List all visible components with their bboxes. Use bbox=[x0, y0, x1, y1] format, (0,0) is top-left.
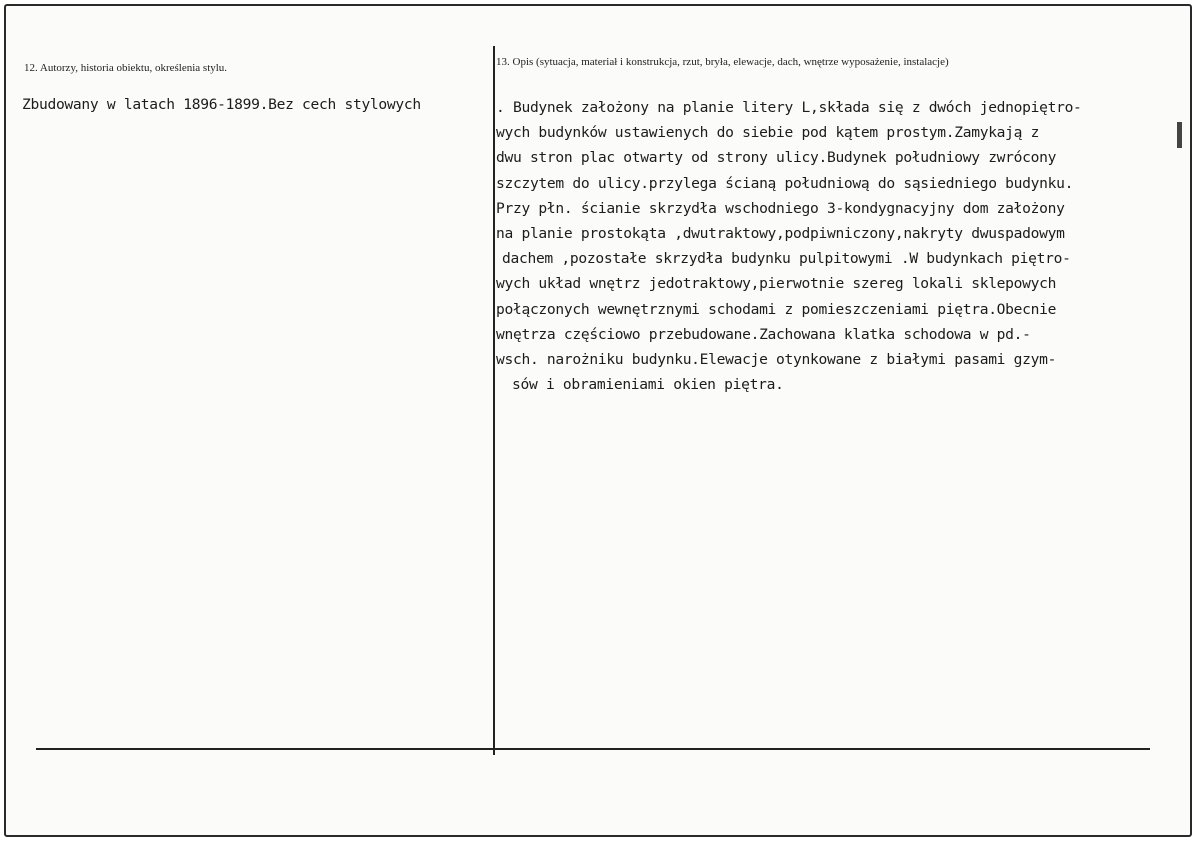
description-line: dwu stron plac otwarty od strony ulicy.Budynek południowy zwrócony bbox=[496, 149, 1057, 167]
section-12-heading: 12. Autorzy, historia obiektu, określenia stylu. bbox=[24, 62, 228, 74]
section-13-text bbox=[496, 95, 1082, 397]
description-line: szczytem do ulicy.przylega ścianą południową do sąsiedniego budynku. bbox=[496, 174, 1074, 192]
section-13-heading: 13. Opis (sytuacja, materiał i konstrukcja, rzut, bryła, elewacje, dach, wnętrze wyposażenie, instalacje) bbox=[496, 56, 949, 68]
edge-mark bbox=[1177, 122, 1182, 148]
description-line: wsch. narożniku budynku.Elewacje otynkowane z białymi pasami gzym- bbox=[496, 350, 1057, 368]
description-line: sów i obramieniami okien piętra. bbox=[512, 376, 784, 394]
section-12-text: Zbudowany w latach 1896-1899.Bez cech stylowych bbox=[22, 96, 421, 113]
description-line: wnętrza częściowo przebudowane.Zachowana klatka schodowa w pd.- bbox=[496, 325, 1031, 343]
description-line: Przy płn. ścianie skrzydła wschodniego 3-kondygnacyjny dom założony bbox=[496, 199, 1065, 217]
description-line: połączonych wewnętrznymi schodami z pomieszczeniami piętra.Obecnie bbox=[496, 300, 1057, 318]
column-divider bbox=[493, 46, 495, 755]
description-line: . Budynek założony na planie litery L,składa się z dwóch jednopiętro- bbox=[496, 99, 1082, 116]
description-line: wych układ wnętrz jedotraktowy,pierwotnie szereg lokali sklepowych bbox=[496, 275, 1057, 293]
bottom-rule bbox=[36, 748, 1150, 750]
inventory-card bbox=[4, 4, 1192, 837]
description-line: wych budynków ustawienych do siebie pod kątem prostym.Zamykają z bbox=[496, 124, 1040, 142]
description-line: na planie prostokąta ,dwutraktowy,podpiwniczony,nakryty dwuspadowym bbox=[496, 224, 1065, 242]
description-line: dachem ,pozostałe skrzydła budynku pulpitowymi .W budynkach piętro- bbox=[502, 250, 1071, 268]
